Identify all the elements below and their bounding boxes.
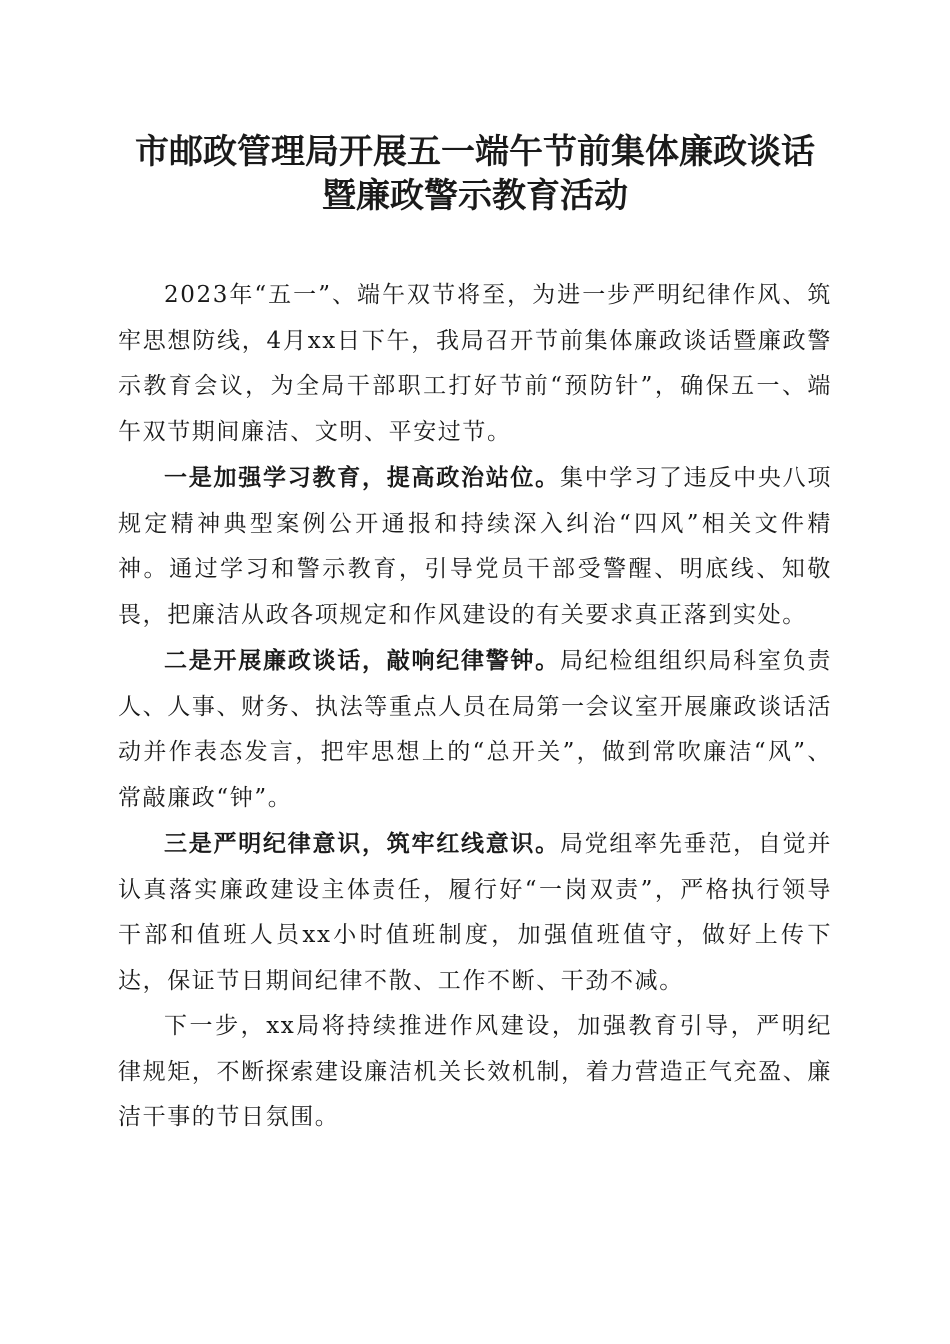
paragraph-conclusion xyxy=(118,1004,832,1141)
paragraph-text: 局党组率先垂范，自觉并认真落实廉政建设主体责任，履行好“一岗双责”，严格执行领导干部和值班人员xx小时值班制度，加强值班值守，做好上传下达，保证节日期间纪律不散、工作不断、干劲不减。 xyxy=(118,831,832,994)
title-line-1: 市邮政管理局开展五一端午节前集体廉政谈话 xyxy=(135,132,815,172)
paragraph-text: 2023年“五一”、端午双节将至，为进一步严明纪律作风、筑牢思想防线，4月xx日下午，我局召开节前集体廉政谈话暨廉政警示教育会议，为全局干部职工打好节前“预防针”，确保五一、端午双节期间廉洁、文明、平安过节。 xyxy=(118,282,832,445)
paragraph-text: 下一步，xx局将持续推进作风建设，加强教育引导，严明纪律规矩，不断探索建设廉洁机关长效机制，着力营造正气充盈、廉洁干事的节日氛围。 xyxy=(118,1013,832,1130)
paragraph-lead: 二是开展廉政谈话，敲响纪律警钟。 xyxy=(164,647,560,674)
document-title xyxy=(118,130,832,218)
paragraph-point-3 xyxy=(118,821,832,1004)
paragraph-text: 集中学习了违反中央八项规定精神典型案例公开通报和持续深入纠治“四风”相关文件精神。通过学习和警示教育，引导党员干部受警醒、明底线、知敬畏，把廉洁从政各项规定和作风建设的有关要求真正落到实处。 xyxy=(118,465,832,628)
title-line-2: 暨廉政警示教育活动 xyxy=(322,176,628,216)
paragraph-text: 局纪检组组织局科室负责人、人事、财务、执法等重点人员在局第一会议室开展廉政谈话活动并作表态发言，把牢思想上的“总开关”，做到常吹廉洁“风”、常敲廉政“钟”。 xyxy=(118,648,832,811)
paragraph-point-2 xyxy=(118,638,832,821)
paragraph-intro xyxy=(118,273,832,455)
paragraph-lead: 三是严明纪律意识，筑牢红线意识。 xyxy=(164,830,560,857)
paragraph-lead: 一是加强学习教育，提高政治站位。 xyxy=(164,464,560,491)
document-page xyxy=(118,130,832,1141)
document-body xyxy=(118,273,832,1141)
paragraph-point-1 xyxy=(118,455,832,638)
